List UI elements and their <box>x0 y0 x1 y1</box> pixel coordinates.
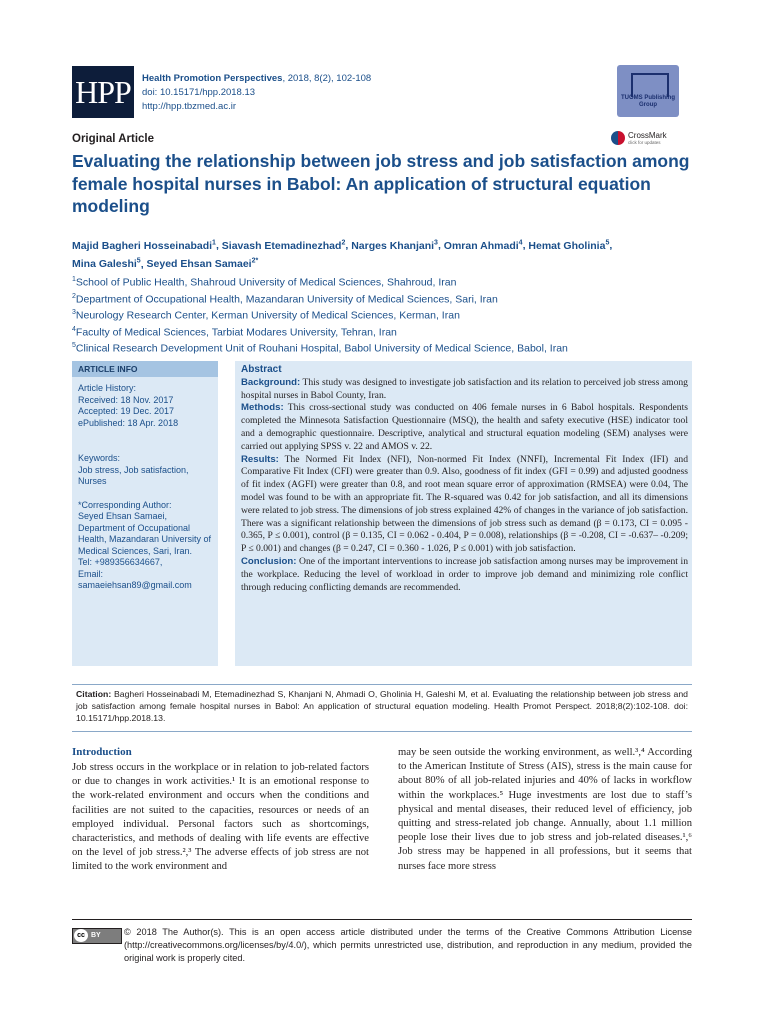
cc-badge-c: cc <box>74 929 88 942</box>
corresponding-email[interactable]: samaeiehsan89@gmail.com <box>78 580 192 590</box>
epublished-date: ePublished: 18 Apr. 2018 <box>78 417 179 428</box>
author: Seyed Ehsan Samaei$^{2*}$ <box>146 257 259 270</box>
abstract-methods: Methods: This cross-sectional study was conducted on 406 female nurses in 6 Babol hospitals. Respondents completed the Minnesota Satisfaction Questionnaire (MSQ), the health and safety executive (HSE) indicator tool and a demographic questionnaire. Descriptive, analytical and structural equation modeling (SEM) analyses were carried out applying SPSS v. 22 and AMOS v. 22. <box>241 402 688 452</box>
article-type: Original Article <box>72 133 155 145</box>
journal-name: Health Promotion Perspectives <box>142 73 283 84</box>
cc-by-license-icon[interactable] <box>72 928 122 944</box>
article-title: Evaluating the relationship between job stress and job satisfaction among female hospital nurses in Babol: An application of structural equation modeling <box>72 151 690 216</box>
author: Siavash Etemadinezhad$^2$ <box>221 239 346 252</box>
section-heading: Introduction <box>72 746 132 758</box>
citation-label: Citation: <box>76 689 112 699</box>
history-label: Article History: <box>78 383 137 393</box>
corresponding-name: Seyed Ehsan Samaei, <box>78 511 168 521</box>
abstract-content <box>241 364 688 594</box>
author: Majid Bagheri Hosseinabadi$^1$ <box>72 239 216 252</box>
license-text: © 2018 The Author(s). This is an open access article distributed under the terms of the Creative Commons Attribution License (http://creativecommons.org/licenses/by/4.0/), which permits unrestricted use, distribution, and reproduction in any medium, provided the original work is properly cited. <box>124 927 692 963</box>
crossmark-badge[interactable] <box>611 130 691 148</box>
corresponding-address: Department of Occupational Health, Mazandaran University of Medical Sciences, Sari, Iran. <box>78 522 212 556</box>
body-column-right: may be seen outside the working environment, as well.³,⁴ According to the American Institute of Stress (AIS), stress is the main cause for about 80% of all job-related injuries and 40% of lacks in workflow within the workplaces.⁵ Huge investments are lost due to staff’s physical and mental diseases, their reduced level of efficiency, job quitting and stress-related job change. Annually, about 1.1 million people lose their lives due to job stress and job-related diseases.¹,⁶ Job stress may be happened in all professions, but it seems that nurses face more stress <box>398 747 692 872</box>
received-date: Received: 18 Nov. 2017 <box>78 394 174 405</box>
article-info-content <box>78 383 214 592</box>
cc-badge-by: BY <box>91 932 101 939</box>
keywords: Job stress, Job satisfaction, Nurses <box>78 464 189 486</box>
affiliation: $^1$School of Public Health, Shahroud University of Medical Sciences, Shahroud, Iran <box>72 276 457 289</box>
abstract-title: Abstract <box>241 364 282 375</box>
crossmark-label: CrossMark <box>628 131 667 140</box>
author-list: Majid Bagheri Hosseinabadi$^1$, Siavash Etemadinezhad$^2$, Narges Khanjani$^3$, Omran Ahmadi$^4$, Hemat Gholinia$^5$, Mina Galeshi$^5$, Seyed Ehsan Samaei$^{2*}$ <box>72 239 613 270</box>
journal-issue: , 2018, 8(2), 102-108 <box>282 73 372 84</box>
journal-url[interactable]: http://hpp.tbzmed.ac.ir <box>142 101 236 112</box>
crossmark-sub: click for updates <box>628 140 661 145</box>
corresponding-tel: Tel: +989356634667, <box>78 557 163 567</box>
journal-logo: HPP <box>72 66 134 118</box>
corresponding-label: *Corresponding Author: <box>78 499 172 510</box>
publisher-logo <box>617 65 679 117</box>
body-column-left: Job stress occurs in the workplace or in relation to job-related factors or due to changes in work activities.¹ It is an emotional response to the work-related environment and occurs when the conditions and facilities are not suited to the capacities, resources or needs of an employed individual. Personal factors such as shortcomings, characteristics, and methods of dealing with life events are effective on the level of job stress.²,³ The adverse effects of job stress are not limited to the work environment and <box>72 762 369 873</box>
publisher-logo-text: TUOMS Publishing Group <box>621 95 675 108</box>
citation-text: Bagheri Hosseinabadi M, Etemadinezhad S, Khanjani N, Ahmadi O, Gholinia H, Galeshi M, et al. Evaluating the relationship between job stress and job satisfaction among female hospital nurses in Babol: An application of structural equation modeling. Health Promot Perspect. 2018;8(2):102-108. doi: 10.15171/hpp.2018.13. <box>76 689 688 724</box>
affiliation: $^2$Department of Occupational Health, Mazandaran University of Medical Sciences, Sari, Iran <box>72 292 498 305</box>
license-divider <box>72 919 692 920</box>
author: Mina Galeshi$^5$ <box>72 257 141 270</box>
author: Omran Ahmadi$^4$ <box>443 239 523 252</box>
citation-box <box>72 684 692 732</box>
affiliation: $^4$Faculty of Medical Sciences, Tarbiat Modares University, Tehran, Iran <box>72 325 397 338</box>
abstract-results: Results: The Normed Fit Index (NFI), Non-normed Fit Index (NNFI), Incremental Fit Index (IFI) and Comparative Fit Index (CFI) were greater than 0.9. Also, goodness of fit index (GFI = 0.99) and adjusted goodness of fit index (AGFI) were greater than 0.8, and root mean square error of approximation (RMSEA) were 0.04, The model was found to be with an appropriate fit. The R-squared was 0.42 for job satisfaction, and all its dimensions were related to job stress. The dimensions of job stress explained 42% of changes in the variance of job satisfaction. There was a significant relationship between the dimensions of job stress such as demand (β = 0.173, CI = 0.095 - 0.365, P ≤ 0.001), control (β = 0.135, CI = 0.062 - 0.404, P = 0.008), relationships (β = -0.208, CI = -0.637– -0.209; P ≤ 0.001) and changes (β = 0.247, CI = 0.360 - 1.026, P ≤ 0.001) with job satisfaction. <box>241 453 688 555</box>
article-info-heading: ARTICLE INFO <box>72 361 218 377</box>
abstract-background: Background: This study was designed to investigate job satisfaction and its relation to perceived job stress among hospital nurses in Babol County, Iran. <box>241 376 688 401</box>
affiliation: $^5$Clinical Research Development Unit of Rouhani Hospital, Babol University of Medical Science, Babol, Iran <box>72 342 568 355</box>
author: Narges Khanjani$^3$ <box>351 239 438 252</box>
affiliation: $^3$Neurology Research Center, Kerman University of Medical Sciences, Kerman, Iran <box>72 309 460 322</box>
author: Hemat Gholinia$^5$ <box>528 239 610 252</box>
keywords-label: Keywords: <box>78 453 121 463</box>
journal-info <box>142 72 371 114</box>
journal-doi[interactable]: doi: 10.15171/hpp.2018.13 <box>142 87 256 98</box>
abstract-conclusion: Conclusion: One of the important interventions to increase job satisfaction among nurses may be improvement in the workplace. Reducing the level of workload in order to improve job demand and minimizing role conflict through reducing conflicting demands are recommended. <box>241 555 688 593</box>
accepted-date: Accepted: 19 Dec. 2017 <box>78 406 175 416</box>
building-icon <box>631 73 669 97</box>
crossmark-icon <box>611 131 625 145</box>
corresponding-email-label: Email: <box>78 568 104 579</box>
affiliation-list <box>72 273 692 356</box>
